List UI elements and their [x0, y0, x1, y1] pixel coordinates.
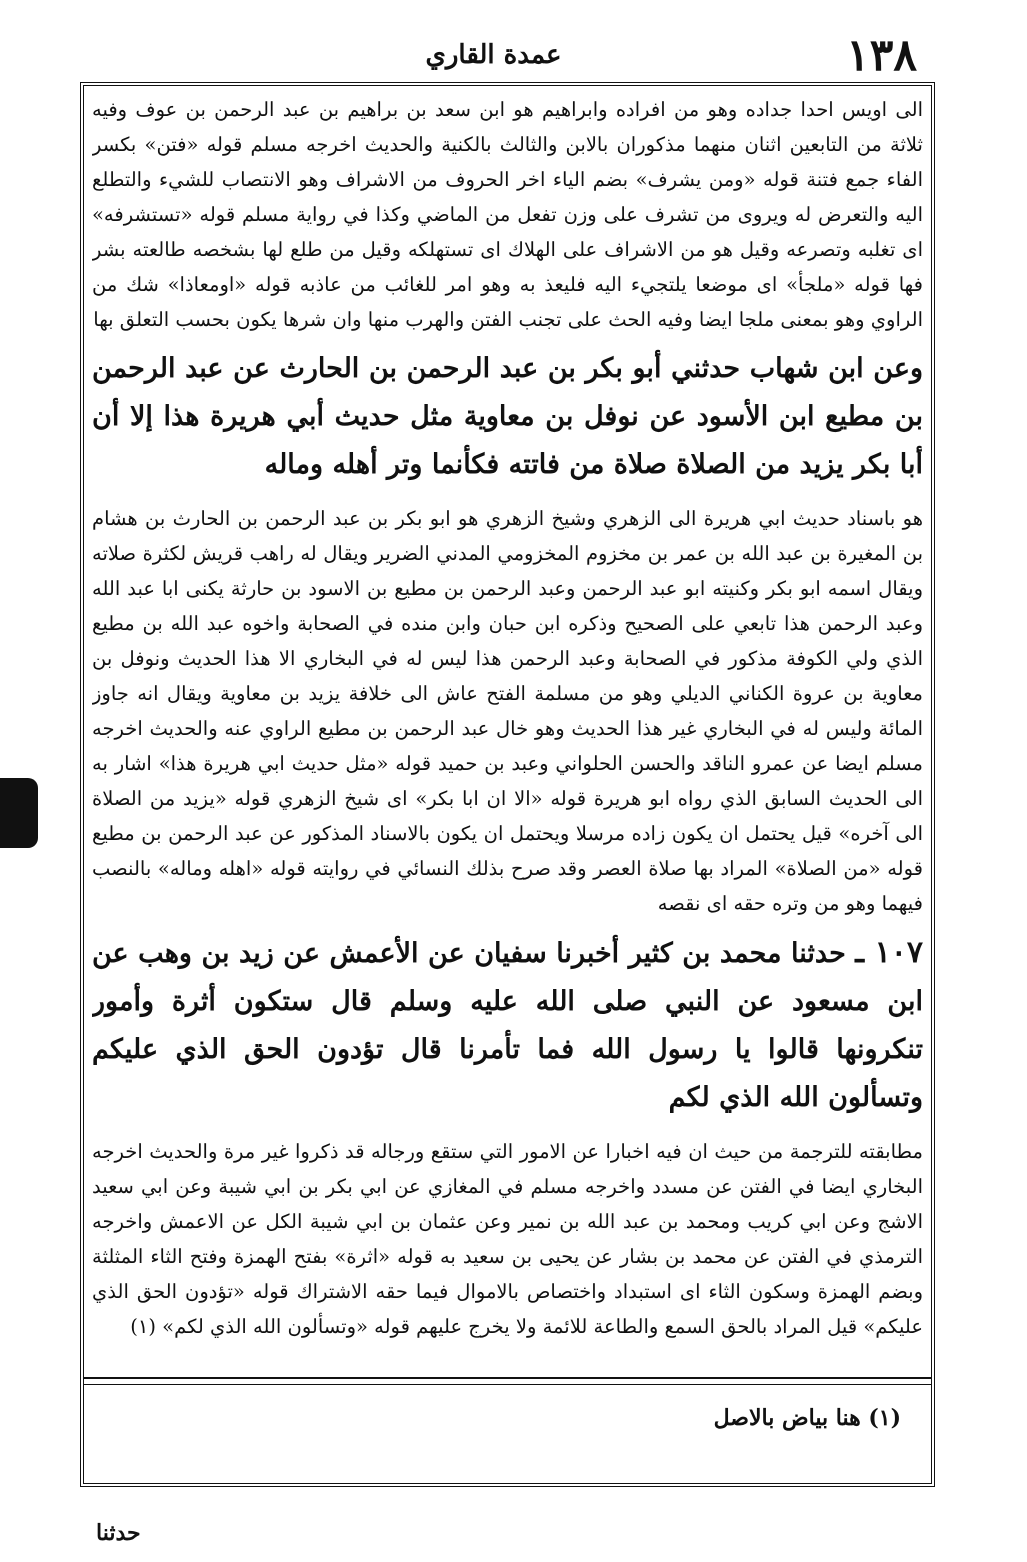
- hadith-number: ١٠٧ ـ: [855, 935, 923, 970]
- running-title: عمدة القاري: [425, 40, 562, 70]
- body-text: [92, 92, 923, 1373]
- footnote-separator: [84, 1377, 931, 1379]
- commentary-paragraph-2: هو باسناد حديث ابي هريرة الى الزهري وشيخ الزهري هو ابو بكر بن عبد الرحمن بن الحارث بن هشام بن المغيرة بن عبد الله بن عمر بن مخزوم المخزومي المدني الضرير ويقال له راهب قريش لكثرة صلاته ويقال اسمه ابو بكر وكنيته ابو عبد الرحمن وعبد الرحمن بن مطيع بن الاسود بن حارثة يكنى ابا عبد الله وعبد الرحمن هذا تابعي على الصحيح وذكره ابن حبان وابن منده في الصحابة واخوه عبد الله بن مطيع الذي ولي الكوفة مذكور في الصحابة وعبد الرحمن هذا ليس له في البخاري الا هذا الحديث ونوفل بن معاوية بن عروة الكناني الديلي وهو من مسلمة الفتح عاش الى خلافة يزيد بن معاوية ويقال انه جاوز المائة وليس له في البخاري غير هذا الحديث وهو خال عبد الرحمن بن مطيع الراوي عنه والحديث اخرجه مسلم ايضا عن عمرو الناقد والحسن الحلواني وعبد بن حميد قوله «مثل حديث ابي هريرة هذا» اشار به الى الحديث السابق الذي رواه ابو هريرة قوله «الا ان ابا بكر» اى شيخ الزهري قوله «يزيد من الصلاة الى آخره» قيل يحتمل ان يكون زاده مرسلا ويحتمل ان يكون بالاسناد المذكور عن عبد الرحمن بن مطيع قوله «من الصلاة» المراد بها صلاة العصر وقد صرح بذلك النسائي في روايته قوله «اهله وماله» بالنصب فيهما وهو من وتره حقه اى نقصه: [92, 507, 923, 915]
- page-edge-tab: [0, 778, 38, 848]
- page-number: ١٣٨: [846, 30, 917, 81]
- hadith-text-1: وعن ابن شهاب حدثني أبو بكر بن عبد الرحمن بن الحارث عن عبد الرحمن بن مطيع ابن الأسود عن نوفل بن معاوية مثل حديث أبي هريرة هذا إلا أن أبا بكر يزيد من الصلاة صلاة من فاتته فكأنما وتر أهله وماله: [92, 353, 923, 480]
- hadith-2-body: حدثنا محمد بن كثير أخبرنا سفيان عن الأعمش عن زيد بن وهب عن ابن مسعود عن النبي صلى الله عليه وسلم قال ستكون أثرة وأمور تنكرونها قالوا يا رسول الله فما تأمرنا قال تؤدون الحق الذي عليكم وتسألون الله الذي لكم: [92, 938, 923, 1113]
- commentary-paragraph-1: الى اويس احدا جداده وهو من افراده وابراهيم هو ابن سعد بن براهيم بن عبد الرحمن بن عوف وفيه ثلاثة من التابعين اثنان منهما مذكوران بالابن والثالث بالكنية والحديث اخرجه مسلم قوله «فتن» بكسر الفاء جمع فتنة قوله «ومن يشرف» بضم الياء اخر الحروف من الاشراف وهو الانتصاب للشيء والتطلع اليه والتعرض له ويروى من تشرف على وزن تفعل من الماضي وكذا في رواية مسلم قوله «تستشرفه» اى تغلبه وتصرعه وقيل هو من الاشراف على الهلاك اى تستهلكه وقيل من طلع لها بشخصه طالعته بشر فها قوله «ملجأ» اى موضعا يلتجيء اليه فليعذ به وهو امر للغائب من عاذبه قوله «اومعاذا» شك من الراوي وهو بمعنى ملجا ايضا وفيه الحث على تجنب الفتن والهرب منها وان شرها يكون بحسب التعلق بها: [92, 98, 923, 331]
- page-header: [70, 30, 917, 82]
- footnote: (١) هنا بياض بالاصل: [713, 1405, 901, 1431]
- catchword: حدثنا: [96, 1520, 141, 1546]
- text-frame: [80, 82, 935, 1487]
- hadith-text-2: [92, 929, 923, 1122]
- footnote-separator-thin: [84, 1384, 931, 1385]
- commentary-paragraph-3: مطابقته للترجمة من حيث ان فيه اخبارا عن الامور التي ستقع ورجاله قد ذكروا غير مرة والحديث اخرجه البخاري ايضا في الفتن عن مسدد واخرجه مسلم في المغازي عن ابي بكر بن ابي شيبة وعن ابي سعيد الاشج وعن ابي كريب ومحمد بن عبد الله بن نمير وعن عثمان بن ابي شيبة الكل عن الاعمش واخرجه الترمذي في الفتن عن محمد بن بشار عن يحيى بن سعيد به قوله «اثرة» بفتح الهمزة وفتح الثاء المثلثة وبضم الهمزة وسكون الثاء اى استبداد واختصاص بالاموال فيما حقه الاشتراك قوله «تؤدون الحق الذي عليكم» قيل المراد بالحق السمع والطاعة للائمة ولا يخرج عليهم قوله «وتسألون الله الذي لكم» (١): [92, 1140, 923, 1338]
